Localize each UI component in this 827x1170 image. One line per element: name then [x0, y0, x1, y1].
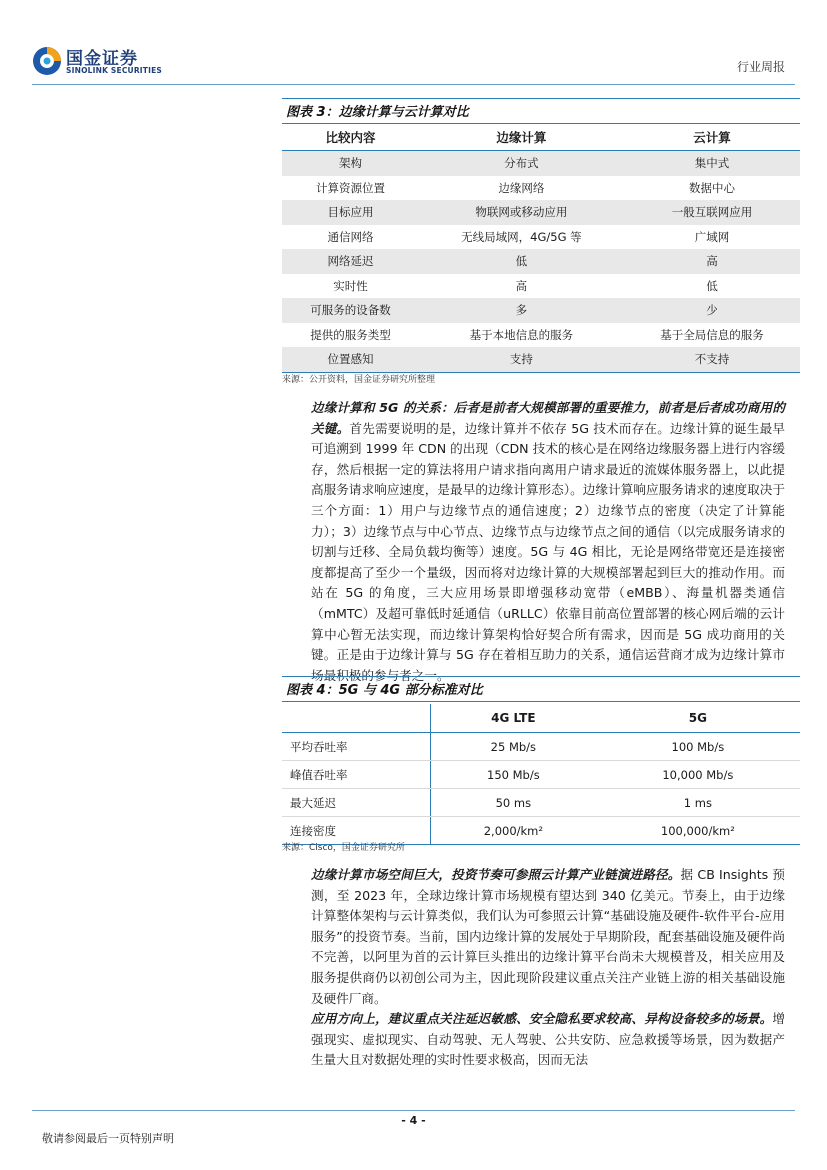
figure3-title: 图表 3：边缘计算与云计算对比 — [286, 105, 469, 120]
company-name-cn: 国金证券 — [66, 49, 138, 69]
table-cell: 2,000/km² — [431, 817, 596, 845]
table-cell: 数据中心 — [688, 180, 735, 195]
table-cell: 25 Mb/s — [431, 733, 596, 761]
table-cell: 100,000/km² — [596, 817, 800, 845]
table-cell: 平均吞吐率 — [282, 733, 431, 761]
paragraph-lead: 边缘计算和 5G 的关系：后者是前者大规模部署的重要推力，前者是后者成功商用的关键。 — [311, 400, 785, 436]
figure4-source: 来源：Cisco，国金证券研究所 — [282, 843, 405, 853]
table-row — [282, 761, 800, 789]
company-name-en: SINOLINK SECURITIES — [66, 66, 163, 75]
table-cell: 10,000 Mb/s — [596, 761, 800, 789]
table-cell: 1 ms — [596, 789, 800, 817]
table-cell: 少 — [624, 298, 800, 323]
table-row — [282, 225, 800, 250]
column-header: 5G — [596, 704, 800, 733]
5g-vs-4g-table — [282, 704, 800, 845]
table-row — [282, 789, 800, 817]
table-row — [282, 733, 800, 761]
table-cell: 计算资源位置 — [315, 180, 385, 195]
paragraph-market — [311, 865, 785, 1009]
table-cell: 100 Mb/s — [596, 733, 800, 761]
table-cell: 实时性 — [333, 278, 368, 293]
table-cell: 高 — [515, 278, 528, 293]
table-cell: 最大延迟 — [282, 789, 431, 817]
table-row — [282, 249, 800, 274]
header-divider — [32, 84, 795, 85]
table-row — [282, 323, 800, 348]
paragraph-body: 据 CB Insights 预测，至 2023 年，全球边缘计算市场规模有望达到 340 亿美元。节奏上，由于边缘计算整体架构与云计算类似，我们认为可参照云计算“基础设施及硬件-软件平台-应用服务”的投资节奏。当前，国内边缘计算的发展处于早期阶段，配套基础设施及硬件尚不完善，以阿里为首的云计算巨头推出的边缘计算平台尚未大规模普及，相关应用及服务提供商仍以初创公司为主，因此现阶段建议重点关注产业链上游的相关基础设施及硬件厂商。 — [311, 867, 785, 1006]
table-cell: 低 — [419, 249, 624, 274]
table-cell: 位置感知 — [282, 347, 419, 372]
report-type: 行业周报 — [736, 60, 785, 74]
column-header: 边缘计算 — [419, 124, 624, 151]
table-row — [282, 298, 800, 323]
edge-vs-cloud-table — [282, 124, 800, 373]
paragraph-edge-5g — [311, 398, 785, 686]
table-cell: 无线局域网，4G/5G 等 — [461, 229, 582, 244]
table-cell: 基于本地信息的服务 — [469, 327, 574, 342]
table-cell: 连接密度 — [282, 817, 431, 845]
footer-divider — [32, 1110, 795, 1111]
footer-disclaimer: 敬请参阅最后一页特别声明 — [42, 1132, 174, 1145]
paragraph-body: 首先需要说明的是，边缘计算并不依存 5G 技术而存在。边缘计算的诞生最早可追溯到 1999 年 CDN 的出现（CDN 技术的核心是在网络边缘服务器上进行内容缓存，然后根据一定的算法将用户请求指向离用户请求最近的流媒体服务器上，以此提高服务请求响应速度，是最早的边缘计算形态）。边缘计算响应服务请求的速度取决于三个方面：1）用户与边缘节点的通信速度；2）边缘节点的密度（决定了计算能力）；3）边缘节点与中心节点、边缘节点与边缘节点之间的通信（以完成服务请求的切割与迁移、全局负载均衡等）速度。5G 与 4G 相比，无论是网络带宽还是连接密度都提高了至少一个量级，因而将对边缘计算的大规模部署起到巨大的推动作用。而站在 5G 的角度，三大应用场景即增强移动宽带（eMBB）、海量机器类通信（mMTC）及超可靠低时延通信（uRLLC）依靠目前高位置部署的核心网后端的云计算中心暂无法实现，而边缘计算架构恰好契合所有需求，因而是 5G 成功商用的关键。正是由于边缘计算与 5G 存在着相互助力的关系，通信运营商才成为边缘计算市场最积极的参与者之一。 — [311, 420, 786, 683]
table-cell: 峰值吞吐率 — [282, 761, 431, 789]
table-cell: 通信网络 — [327, 229, 374, 244]
table-cell: 低 — [706, 278, 718, 293]
table-cell: 目标应用 — [282, 200, 419, 225]
column-header — [282, 704, 431, 733]
paragraph-lead: 应用方向上，建议重点关注延迟敏感、安全隐私要求较高、异构设备较多的场景。 — [311, 1011, 773, 1026]
table-cell: 基于全局信息的服务 — [660, 327, 764, 342]
column-header: 比较内容 — [282, 124, 419, 151]
company-logo-icon — [32, 46, 62, 76]
paragraph-lead: 边缘计算市场空间巨大，投资节奏可参照云计算产业链演进路径。 — [311, 867, 681, 882]
table-row — [282, 151, 800, 176]
figure3-source: 来源：公开资料，国金证券研究所整理 — [282, 375, 436, 385]
table-cell: 提供的服务类型 — [310, 327, 391, 342]
paragraph-applications — [311, 1009, 785, 1071]
column-header: 4G LTE — [431, 704, 596, 733]
table-cell: 一般互联网应用 — [624, 200, 800, 225]
table-row — [282, 274, 800, 299]
table-cell: 网络延迟 — [282, 249, 419, 274]
table-cell: 不支持 — [624, 347, 800, 372]
table-cell: 支持 — [419, 347, 624, 372]
table-cell: 物联网或移动应用 — [419, 200, 624, 225]
column-header: 云计算 — [624, 124, 800, 151]
table-cell: 分布式 — [419, 151, 624, 176]
table-cell: 50 ms — [431, 789, 596, 817]
table-cell: 150 Mb/s — [431, 761, 596, 789]
table-row — [282, 176, 800, 201]
figure4-title: 图表 4：5G 与 4G 部分标准对比 — [286, 683, 483, 698]
table-cell: 多 — [419, 298, 624, 323]
table-header-row — [282, 704, 800, 733]
table-cell: 广域网 — [694, 229, 730, 244]
table-cell: 可服务的设备数 — [282, 298, 419, 323]
table-cell: 高 — [624, 249, 800, 274]
table-cell: 集中式 — [624, 151, 800, 176]
table-row — [282, 200, 800, 225]
table-cell: 架构 — [282, 151, 419, 176]
table-header-row — [282, 124, 800, 151]
page-number: - 4 - — [401, 1114, 426, 1127]
table-row — [282, 347, 800, 372]
paragraph-body: 增强现实、虚拟现实、自动驾驶、无人驾驶、公共安防、应急救援等场景，因为数据产生量大且对数据处理的实时性要求极高，因而无法 — [311, 1011, 785, 1068]
table-cell: 边缘网络 — [498, 180, 545, 195]
